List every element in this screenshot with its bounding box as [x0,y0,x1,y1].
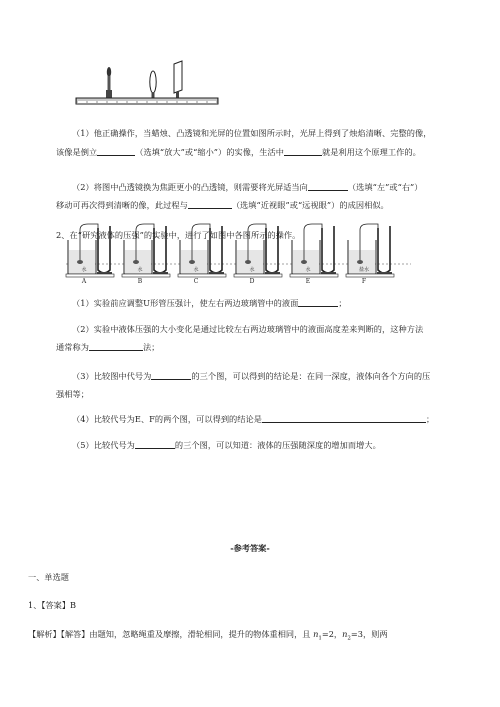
q2-sub5 [72,439,381,451]
liquid-label: 盐水 [358,267,370,273]
candle [106,67,112,98]
u-tube [98,226,110,273]
section-heading: 一、单选题 [28,572,69,582]
symbol-n2: n [342,629,348,639]
q1-text: （选填“近视眼”或“远视眼”）的成因相似。 [231,200,389,210]
subscript: 2 [347,635,351,642]
u-tube [210,226,222,273]
stand-base [66,274,114,277]
answer-blank [262,413,426,423]
answer-blank [188,199,232,209]
analysis-line [28,628,388,645]
q2-text: ； [338,298,347,308]
q2-text: 的三个图，可以得到的结论是：在同一深度，液体向各个方向的压 [191,371,431,381]
light-screen [174,61,182,99]
q1-text: （2）将图中凸透镜换为焦距更小的凸透镜，则需要将光屏适当向 [72,182,308,192]
apparatus-E [290,224,338,285]
figure-label: F [361,278,367,285]
q1-text: （选填“放大”或“缩小”）的实像，生活中 [135,147,284,157]
figure-label: A [81,278,87,285]
q1-text: 该像是倒立 [56,147,98,157]
answer-blank [89,341,143,351]
stand-base [178,274,226,277]
probe [357,260,363,264]
answer-blank [298,297,338,307]
probe [301,260,307,264]
q2-text: （3）比较图中代号为 [72,371,152,381]
liquid-label: 水 [137,267,143,273]
u-tube [378,226,390,273]
answer-blank [151,370,191,380]
q2-sub2-line2 [56,341,159,353]
figure-label: B [137,278,143,285]
apparatus-B [122,224,170,285]
q2-sub4 [72,413,434,425]
q2-sub2-line1: （2）实验中液体压强的大小变化是通过比较左右两边玻璃管中的液面高度差来判断的，这种方法 [72,324,424,334]
analysis-text: 【解析】【解答】由题知，忽略绳重及摩擦，滑轮相同，提升的物体重相同，且 [28,629,314,639]
optical-bench-figure [72,60,222,110]
answer-blank [284,146,322,156]
probe [133,260,139,264]
answer-title: -参考答案- [230,543,270,553]
stand-base [234,274,282,277]
u-tube [154,226,166,273]
liquid-pressure-figures [66,222,416,284]
q2-text: 通常称为 [56,342,89,352]
apparatus-C [178,224,226,285]
q2-text: （4）比较代号为E、F的两个图，可以得到的结论是 [72,414,263,424]
stand-base [122,274,170,277]
q2-sub3-line2: 强相等； [56,389,89,399]
symbol-n1: n [313,629,319,639]
liquid-label: 水 [193,267,199,273]
answer-item-1: 1、【答案】B [28,600,77,610]
u-tube [322,226,334,273]
probe [77,260,83,264]
apparatus-D [234,224,282,285]
q1-paragraph2-line1 [72,181,423,193]
q2-text: （5）比较代号为 [72,440,135,450]
u-tube [266,226,278,273]
q1-paragraph2-line2 [56,199,389,211]
q2-sub3-line1 [72,370,430,382]
answer-blank [135,439,175,449]
q1-paragraph1-line2 [56,146,421,158]
bench-rail [76,98,218,104]
subscript: 1 [318,635,322,642]
stand-base [346,274,394,277]
q2-text: 法； [142,342,160,352]
probe [189,260,195,264]
analysis-text: =2， [321,629,343,639]
figure-label: D [249,278,255,285]
q1-text: （选填“左”或“右”） [347,182,423,192]
q2-text: 的三个图，可以知道：液体的压强随深度的增加而增大。 [174,440,381,450]
answer-blank [97,146,135,156]
answer-blank [308,181,348,191]
figure-label: E [305,278,311,285]
q1-text: 移动可再次得到清晰的像，此过程与 [56,200,188,210]
probe [245,260,251,264]
q2-stem: 2、在“研究液体的压强”的实验中，进行了如图中各图所示的操作。 [56,230,301,240]
analysis-text: =3，则两 [350,629,388,639]
q2-sub1 [72,297,347,309]
apparatus-A [66,224,114,285]
convex-lens [150,71,156,99]
liquid-label: 水 [81,267,87,273]
q1-text: 就是利用这个原理工作的。 [321,147,421,157]
q2-text: ； [426,414,435,424]
stand-base [290,274,338,277]
q1-paragraph1-line1: （1）他正确操作，当蜡烛、凸透镜和光屏的位置如图所示时，光屏上得到了烛焰清晰、完整的像， [72,128,432,138]
q2-text: （1）实验前应调整U形管压强计，使左右两边玻璃管中的液面 [72,298,299,308]
liquid-label: 水 [249,267,255,273]
apparatus-F [346,224,394,285]
liquid-label: 水 [305,267,311,273]
figure-label: C [193,278,199,285]
